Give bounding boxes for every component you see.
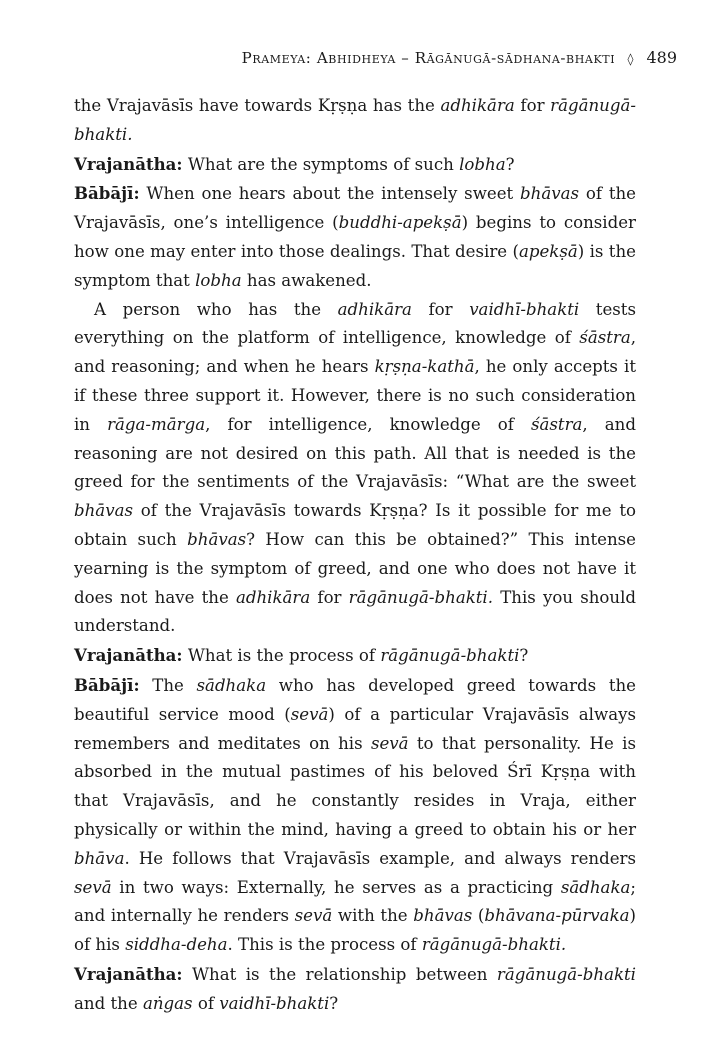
italic-term: rāgānugā-bhakti: [380, 646, 520, 666]
text-run: ? How can this be obtained?” This intense yearning is the symptom of greed, and one who does not have it does not have the: [74, 529, 636, 607]
italic-term: śāstra: [579, 328, 631, 348]
paragraph-babaji-answer-1-cont: [74, 296, 636, 642]
text-run: the Vrajavāsīs have towards Kṛṣṇa has the: [74, 96, 441, 115]
running-title: Prameya: Abhidheya – Rāgānugā-sādhana-bhakti: [241, 49, 616, 67]
italic-term: rāgānugā-bhakti: [496, 964, 636, 984]
text-run: ) is the symptom that: [74, 241, 636, 290]
paragraph-babaji-answer-2: [74, 671, 636, 960]
paragraph-vrajanatha-question-3: [74, 960, 636, 1019]
text-run: to that personality. He is absorbed in the mutual pastimes of his beloved Śrī Kṛṣṇa with that Vrajavāsīs, and he constantly resides in Vraja, either physically or within the mind, having a greed to obtain his or her: [74, 733, 636, 839]
italic-term: siddha-deha: [125, 935, 228, 955]
italic-term: bhāva: [74, 848, 125, 868]
italic-term: bhāvas: [413, 906, 473, 926]
text-run: for: [514, 96, 551, 115]
text-run: who has developed greed towards the beautiful service mood (: [74, 675, 636, 724]
paragraph-vrajanatha-question-2: [74, 641, 636, 671]
speaker-name: Vrajanātha:: [74, 645, 183, 666]
italic-term: adhikāra: [235, 587, 311, 607]
text-run: , he only accepts it if these three support it. However, there is no such consideration in: [74, 357, 636, 434]
text-run: When one hears about the intensely sweet: [139, 184, 521, 204]
text-run: What is the relationship between: [182, 964, 497, 984]
paragraph-vrajanatha-question-1: [74, 150, 636, 180]
text-run: The: [139, 675, 197, 695]
text-run: A person who has the: [94, 299, 338, 319]
text-run: for: [310, 587, 349, 607]
text-run: ) of a particular Vrajavāsīs always remembers and meditates on his: [74, 704, 636, 753]
italic-term: sādhaka: [560, 877, 631, 897]
text-run: for: [411, 299, 470, 319]
text-run: , and reasoning are not desired on this path. All that is needed is the greed for the sentiments of the Vrajavāsīs: “What are the sweet: [74, 414, 636, 492]
text-run: This you should understand.: [74, 587, 636, 636]
italic-term: bhāvas: [520, 184, 580, 204]
text-run: of: [192, 993, 220, 1013]
speaker-name: Vrajanātha:: [74, 963, 183, 984]
italic-term: śāstra: [531, 414, 583, 434]
italic-term: rāga-mārga: [107, 414, 206, 434]
text-run: (: [472, 906, 485, 926]
italic-term: adhikāra: [440, 96, 515, 115]
italic-term: kṛṣṇa-kathā: [374, 357, 475, 377]
italic-term: rāgānugā-bhakti.: [348, 587, 494, 607]
italic-term: vaidhī-bhakti: [469, 299, 580, 319]
diamond-separator-icon: ◊: [627, 52, 635, 66]
text-run: ; and internally he renders: [74, 877, 636, 926]
text-run: has awakened.: [241, 270, 372, 290]
page-body: [74, 92, 636, 1019]
paragraph-continuation: [74, 92, 636, 150]
italic-term: lobha: [195, 270, 242, 290]
speaker-name: Vrajanātha:: [74, 153, 183, 174]
italic-term: sevā: [290, 704, 329, 724]
italic-term: sādhaka: [196, 675, 267, 695]
text-run: tests everything on the platform of intelligence, knowledge of: [74, 299, 636, 348]
text-run: ) of his: [74, 906, 637, 955]
text-run: . He follows that Vrajavāsīs example, and always renders: [124, 848, 636, 868]
text-run: What is the process of: [182, 646, 381, 666]
italic-term: aṅgas: [142, 993, 193, 1013]
text-run: and the: [74, 993, 143, 1013]
text-run: of the Vrajavāsīs, one’s intelligence (: [74, 184, 637, 233]
italic-term: sevā: [370, 733, 409, 753]
text-run: ) begins to consider how one may enter into those dealings. That desire (: [74, 213, 636, 261]
italic-term: sevā: [74, 877, 112, 897]
italic-term: bhāvana-pūrvaka: [484, 906, 630, 926]
text-run: in two ways: Externally, he serves as a practicing: [111, 877, 561, 897]
speaker-name: Bābājī:: [74, 183, 140, 204]
text-run: . This is the process of: [227, 935, 422, 955]
italic-term: apekṣā: [518, 241, 578, 261]
italic-term: adhikāra: [337, 299, 412, 319]
paragraph-babaji-answer-1: [74, 179, 636, 295]
text-run: , and reasoning; and when he hears: [74, 328, 636, 377]
italic-term: vaidhī-bhakti: [219, 993, 330, 1013]
italic-term: bhāvas: [187, 529, 247, 549]
italic-term: lobha: [459, 154, 506, 174]
italic-term: bhāvas: [74, 501, 133, 521]
italic-term: buddhi-apekṣā: [338, 213, 462, 233]
text-run: ?: [329, 993, 339, 1013]
text-run: of the Vrajavāsīs towards Kṛṣṇa? Is it possible for me to obtain such: [74, 501, 636, 549]
text-run: ?: [519, 646, 529, 666]
running-header: [74, 48, 677, 67]
text-run: , for intelligence, knowledge of: [205, 414, 531, 434]
page-number: 489: [646, 48, 677, 67]
text-run: What are the symptoms of such: [182, 154, 460, 174]
italic-term: rāgānugā-bhakti.: [74, 96, 636, 144]
italic-term: rāgānugā-bhakti.: [421, 935, 567, 955]
speaker-name: Bābājī:: [74, 674, 140, 695]
text-run: ?: [505, 154, 515, 174]
text-run: with the: [332, 906, 414, 926]
italic-term: sevā: [294, 906, 333, 926]
